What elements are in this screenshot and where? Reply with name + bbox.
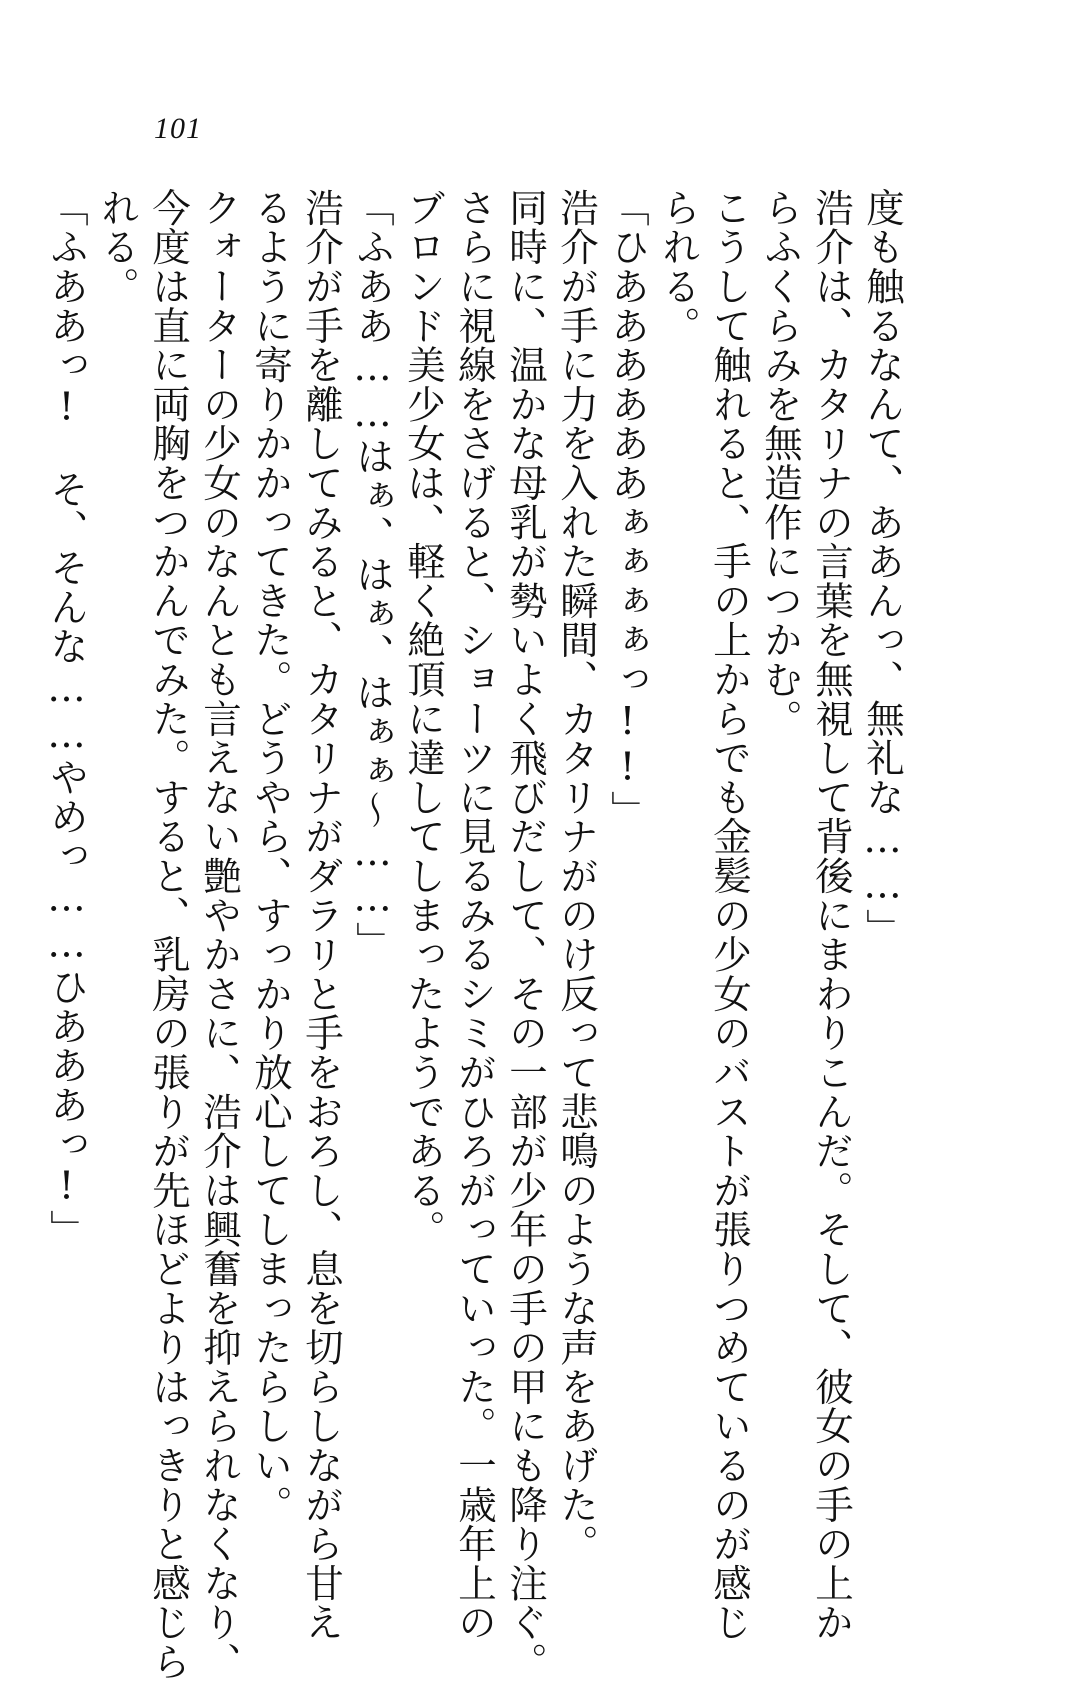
text-line: 浩介が手を離してみると、カタリナがダラリと手をおろし、息を切らしながら甘え (299, 188, 344, 1643)
text-line: さらに視線をさげると、ショーツに見るみるシミがひろがっていった。一歳年上の (452, 188, 497, 1643)
text-line: らふくらみを無造作につかむ。 (758, 188, 803, 739)
text-line: 浩介は、カタリナの言葉を無視して背後にまわりこんだ。そして、彼女の手の上か (809, 188, 854, 1643)
page-number: 101 (154, 112, 202, 145)
text-line: 「ひああああああぁぁぁぁっ!!」 (605, 188, 650, 830)
text-line: 「ふああっ! そ、そんな……やめっ……ひあああっ!」 (44, 188, 89, 1249)
text-line: 今度は直に両胸をつかんでみた。すると、乳房の張りが先ほどよりはっきりと感じら (146, 188, 191, 1681)
text-line: 浩介が手に力を入れた瞬間、カタリナがのけ反って悲鳴のような声をあげた。 (554, 188, 599, 1564)
text-line: クォーターの少女のなんとも言えない艶やかさに、浩介は興奮を抑えられなくなり、 (197, 188, 242, 1681)
vertical-text-body (41, 188, 908, 1681)
text-line: れる。 (95, 188, 140, 306)
text-line: られる。 (656, 188, 701, 346)
text-line: 同時に、温かな母乳が勢いよく飛びだして、その一部が少年の手の甲にも降り注ぐ。 (503, 188, 548, 1681)
text-line: こうして触れると、手の上からでも金髪の少女のバストが張りつめているのが感じ (707, 188, 752, 1643)
text-line: 「ふああ……はぁ、はぁ、はぁぁ〜……」 (350, 188, 395, 961)
text-line: 度も触るなんて、ああんっ、無礼な……」 (860, 188, 905, 948)
text-line: ブロンド美少女は、軽く絶頂に達してしまったようである。 (401, 188, 446, 1250)
text-line: るように寄りかかってきた。どうやら、すっかり放心してしまったらしい。 (248, 188, 293, 1525)
